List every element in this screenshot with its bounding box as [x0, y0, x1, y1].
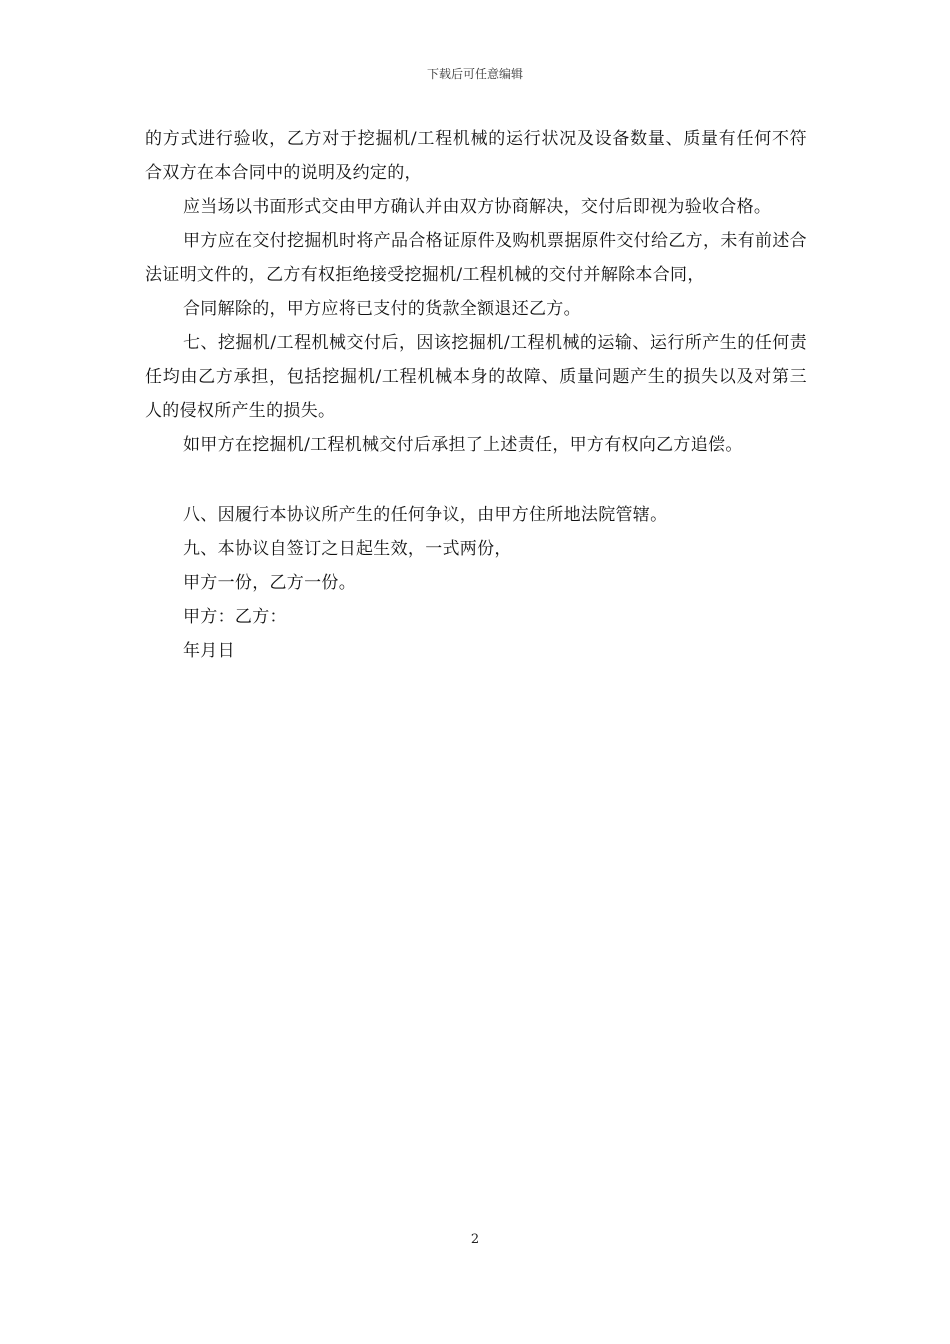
paragraph-clause-seven-liability: 七、挖掘机/工程机械交付后，因该挖掘机/工程机械的运输、运行所产生的任何责任均由乙方承担，包括挖掘机/工程机械本身的故障、质量问题产生的损失以及对第三人的侵权所产生的损失。	[145, 333, 807, 421]
paragraph-contract-termination-refund: 合同解除的，甲方应将已支付的货款全额退还乙方。	[183, 299, 581, 319]
paragraph-clause-eight-jurisdiction: 八、因履行本协议所产生的任何争议，由甲方住所地法院管辖。	[183, 505, 668, 525]
paragraph-recourse: 如甲方在挖掘机/工程机械交付后承担了上述责任，甲方有权向乙方追偿。	[183, 435, 743, 455]
paragraph-acceptance-confirmation: 应当场以书面形式交由甲方确认并由双方协商解决，交付后即视为验收合格。	[183, 197, 772, 217]
paragraph-copies: 甲方一份，乙方一份。	[183, 573, 356, 593]
signature-parties-line: 甲方：乙方：	[183, 607, 287, 627]
document-body	[145, 122, 807, 668]
paragraph-acceptance-method: 的方式进行验收，乙方对于挖掘机/工程机械的运行状况及设备数量、质量有任何不符合双方在本合同中的说明及约定的，	[145, 129, 807, 183]
signature-date-line: 年月日	[183, 641, 235, 661]
page-header-note: 下载后可任意编辑	[426, 67, 523, 81]
paragraph-certificate-delivery: 甲方应在交付挖掘机时将产品合格证原件及购机票据原件交付给乙方，未有前述合法证明文件的，乙方有权拒绝接受挖掘机/工程机械的交付并解除本合同，	[145, 231, 807, 285]
paragraph-clause-nine-effective: 九、本协议自签订之日起生效，一式两份，	[183, 539, 512, 559]
page-number: 2	[470, 1232, 480, 1247]
